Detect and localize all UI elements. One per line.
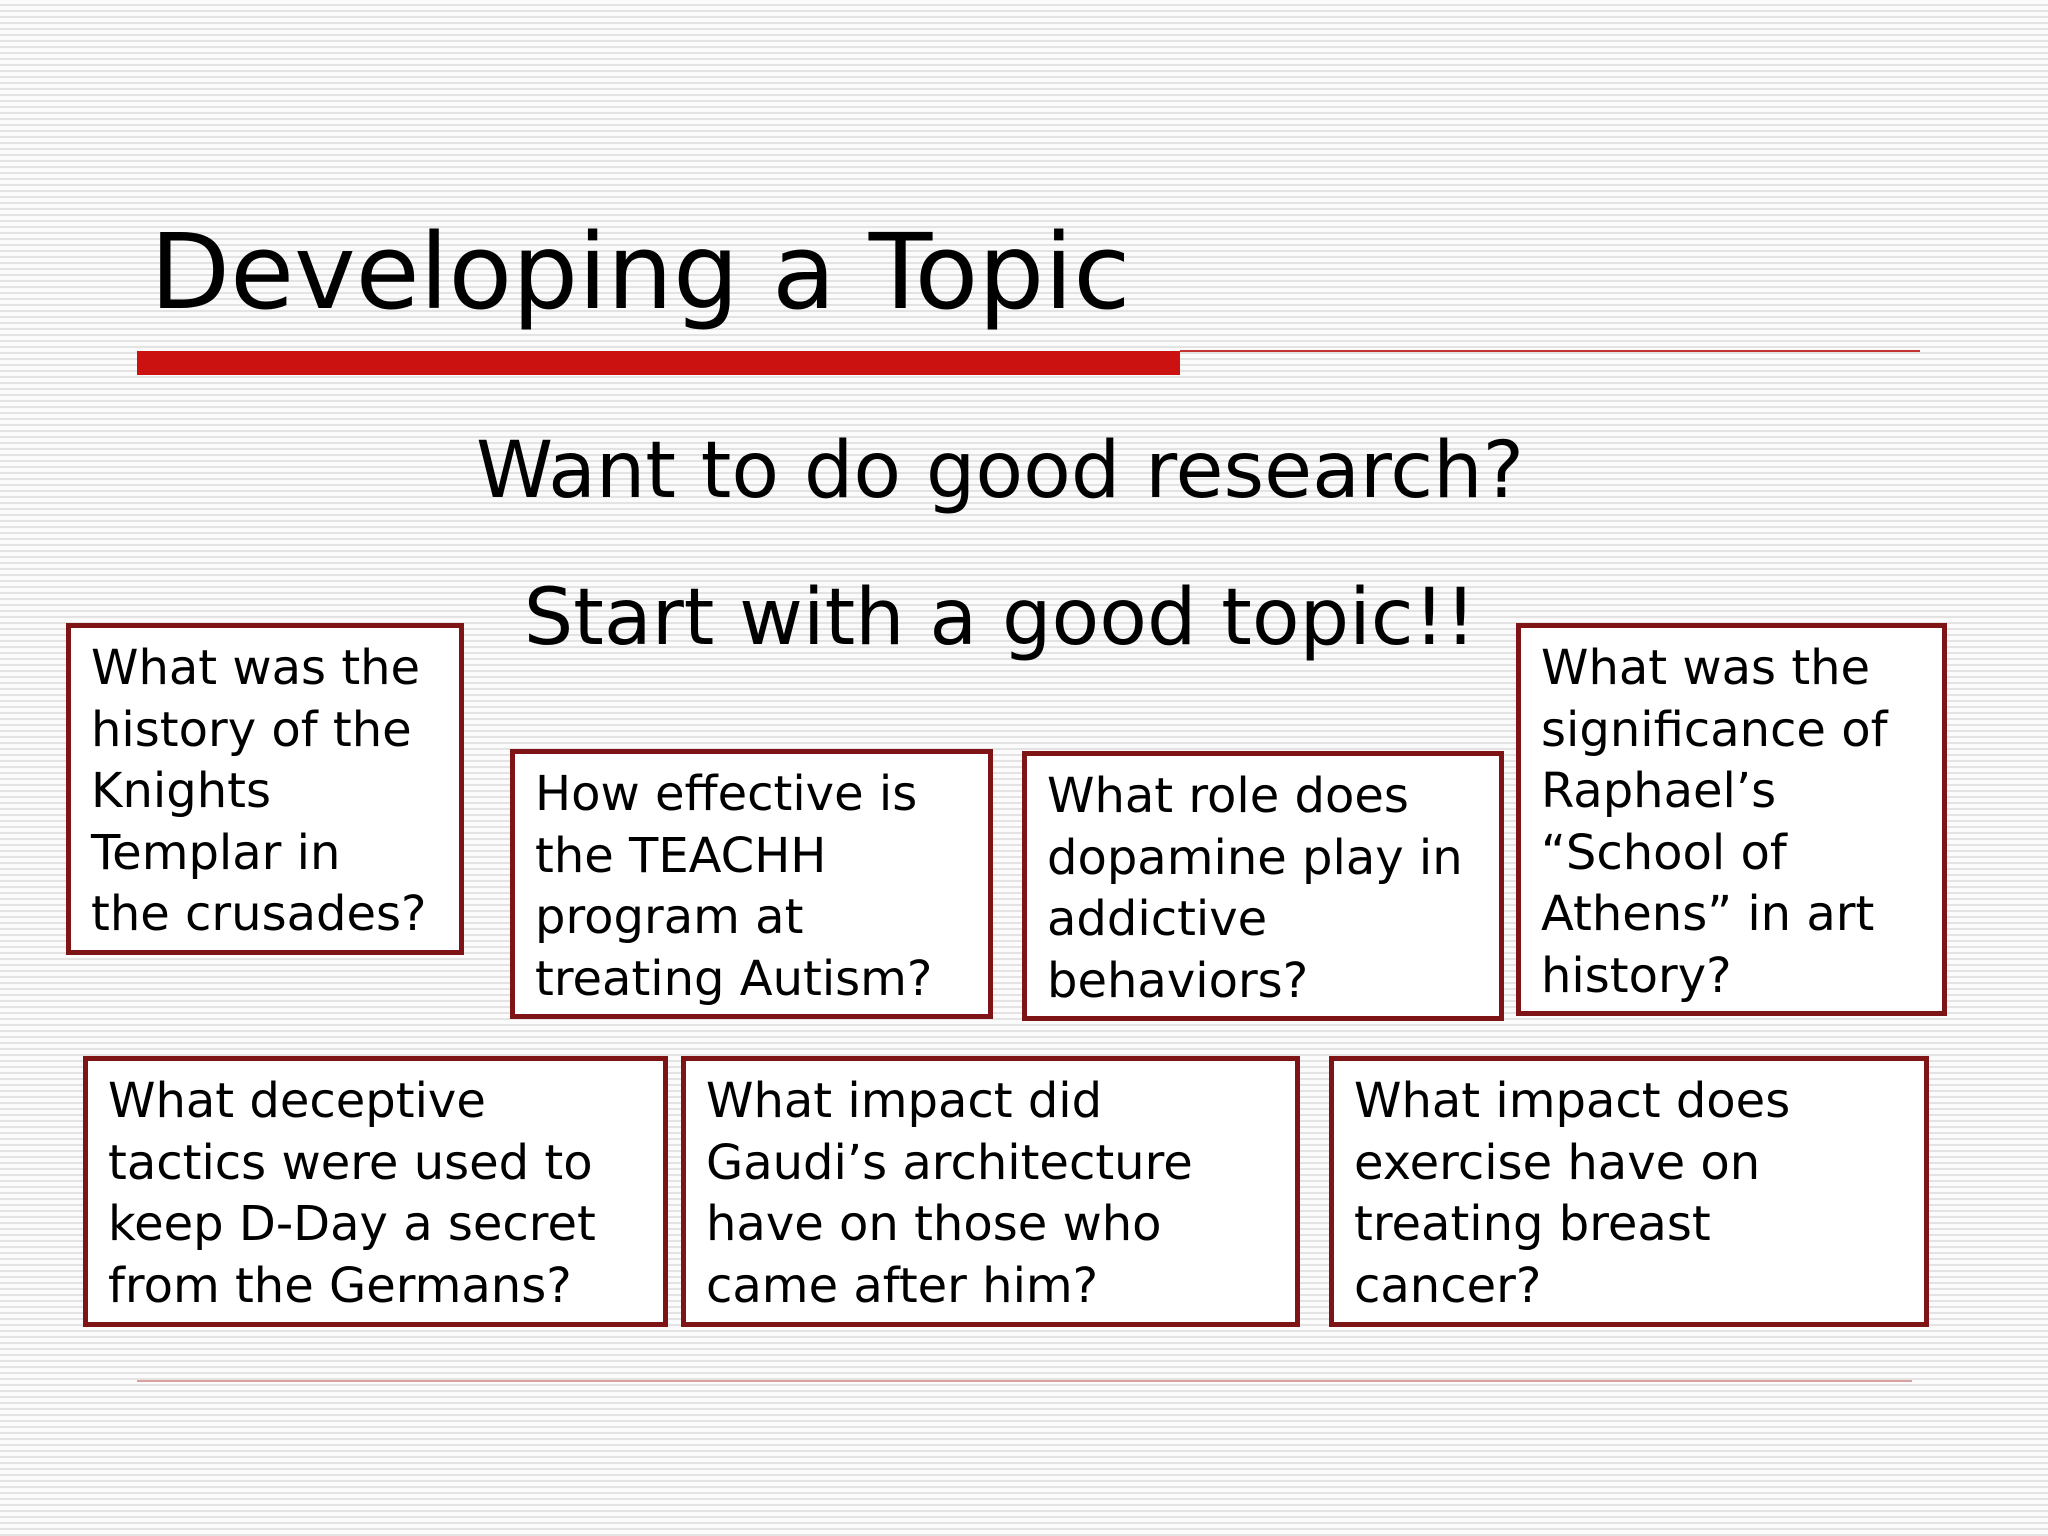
question-text: What was the history of the Knights Templar in the crusades? <box>91 640 427 942</box>
question-box-dopamine <box>1022 751 1504 1021</box>
slide-title: Developing a Topic <box>150 211 1131 333</box>
footer-rule <box>137 1380 1912 1382</box>
subheading-research: Want to do good research? <box>476 426 1524 516</box>
question-box-knights-templar <box>66 623 464 955</box>
question-box-exercise <box>1329 1056 1929 1327</box>
question-box-gaudi <box>681 1056 1300 1327</box>
question-box-teachh <box>510 749 993 1019</box>
question-text: How effective is the TEACHH program at treating Autism? <box>535 766 933 1007</box>
question-text: What impact did Gaudi’s architecture have on those who came after him? <box>706 1073 1193 1314</box>
question-text: What role does dopamine play in addictive behaviors? <box>1047 768 1463 1009</box>
title-underline-bar <box>137 351 1180 375</box>
question-text: What was the significance of Raphael’s “School of Athens” in art history? <box>1541 640 1888 1004</box>
question-text: What impact does exercise have on treating breast cancer? <box>1354 1073 1791 1314</box>
title-underline-rule <box>1180 350 1920 352</box>
subheading-topic: Start with a good topic!! <box>523 573 1477 663</box>
question-box-raphael <box>1516 623 1947 1016</box>
question-box-d-day <box>83 1056 668 1327</box>
question-text: What deceptive tactics were used to keep D-Day a secret from the Germans? <box>108 1073 596 1314</box>
